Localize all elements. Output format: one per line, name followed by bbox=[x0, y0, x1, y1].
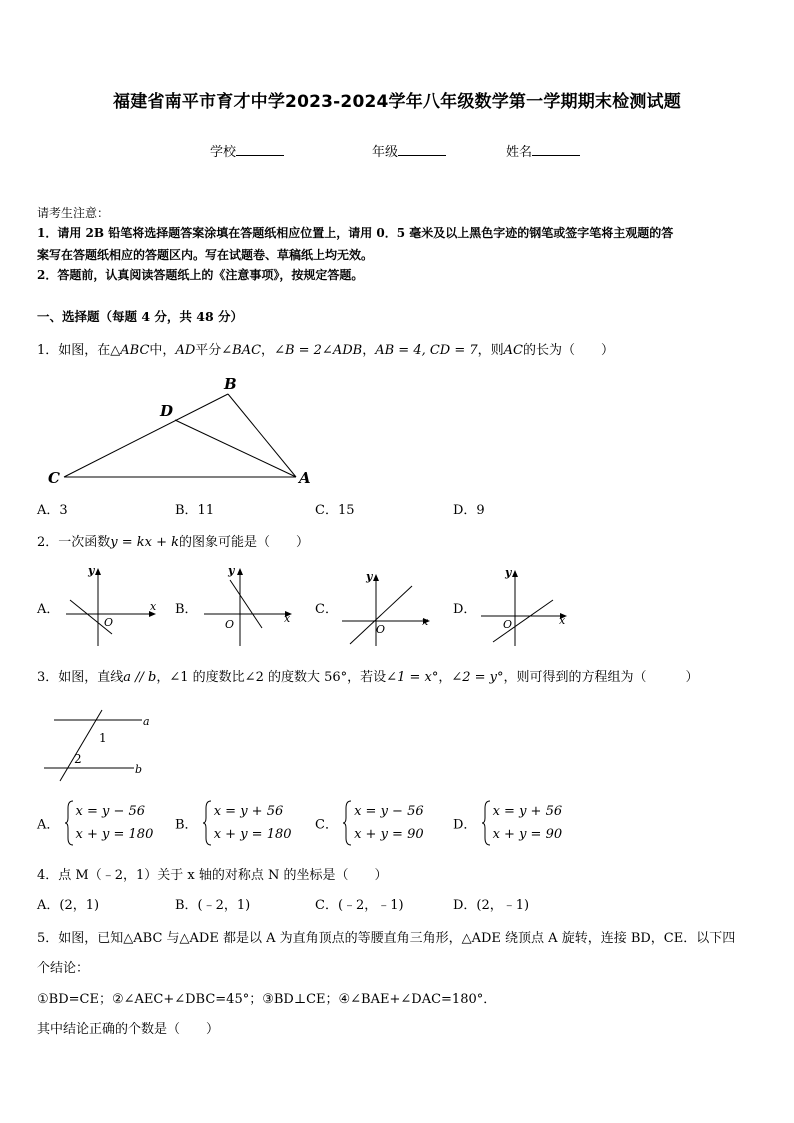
section-heading: 一、选择题（每题 4 分，共 48 分） bbox=[37, 309, 244, 324]
q3-option-a[interactable]: A． x = y − 56 x + y = 180 bbox=[37, 800, 153, 846]
svg-text:b: b bbox=[135, 763, 143, 776]
name-blank[interactable] bbox=[532, 143, 580, 156]
q2-stem: 2．一次函数y = kx + k的图象可能是（ ） bbox=[37, 535, 310, 550]
svg-text:x: x bbox=[284, 612, 291, 625]
q1-stem: 1．如图，在△ABC中，AD平分∠BAC，∠B = 2∠ADB，AB = 4, CD = 7，则AC的长为（ ） bbox=[37, 343, 615, 358]
q4-option-c[interactable]: C．(﹣2，﹣1) bbox=[315, 898, 404, 913]
school-field[interactable] bbox=[210, 141, 284, 160]
q5-question: 其中结论正确的个数是（ ） bbox=[37, 1022, 220, 1037]
label-A: A bbox=[299, 469, 311, 487]
label-B: B bbox=[224, 375, 237, 393]
school-label: 学校 bbox=[210, 145, 237, 160]
q3-parallel-lines-figure bbox=[40, 706, 160, 786]
q2-graph-b bbox=[200, 562, 300, 652]
q5-stem-line1: 5．如图，已知△ABC 与△ADE 都是以 A 为直角顶点的等腰直角三角形，△ADE 绕顶点 A 旋转，连接 BD，CE．以下四 bbox=[37, 931, 736, 946]
svg-text:y: y bbox=[88, 564, 95, 577]
q5-stem-line2: 个结论： bbox=[37, 961, 90, 976]
svg-text:2: 2 bbox=[74, 752, 82, 766]
notice-line-2: 2．答题前，认真阅读答题纸上的《注意事项》，按规定答题。 bbox=[37, 268, 364, 282]
svg-text:x: x bbox=[150, 600, 157, 613]
q1-option-a[interactable]: A．3 bbox=[37, 503, 68, 518]
svg-text:y: y bbox=[228, 564, 235, 577]
q1-option-b[interactable]: B．11 bbox=[175, 503, 215, 518]
school-blank[interactable] bbox=[236, 143, 284, 156]
svg-text:a: a bbox=[143, 715, 150, 728]
q5-conclusions: ①BD=CE；②∠AEC+∠DBC=45°；③BD⊥CE；④∠BAE+∠DAC=180°． bbox=[37, 992, 497, 1007]
label-D: D bbox=[160, 402, 174, 420]
svg-text:1: 1 bbox=[99, 731, 107, 745]
q2-graph-c bbox=[338, 562, 438, 652]
q4-option-b[interactable]: B．(﹣2，1) bbox=[175, 898, 251, 913]
q2-option-c[interactable]: C． bbox=[315, 602, 338, 617]
q3-option-c[interactable]: C． x = y − 56 x + y = 90 bbox=[315, 800, 424, 846]
grade-field[interactable] bbox=[372, 141, 446, 160]
q4-option-a[interactable]: A．(2，1) bbox=[37, 898, 100, 913]
notice-heading: 请考生注意： bbox=[37, 206, 110, 220]
q1-option-c[interactable]: C．15 bbox=[315, 503, 355, 518]
name-label: 姓名 bbox=[506, 145, 533, 160]
notice-line-1b: 案写在答题纸相应的答题区内。写在试题卷、草稿纸上均无效。 bbox=[37, 248, 374, 262]
q2-option-d[interactable]: D． bbox=[453, 602, 477, 617]
q2-option-b[interactable]: B． bbox=[175, 602, 198, 617]
svg-text:O: O bbox=[503, 618, 513, 631]
q2-graph-a bbox=[62, 562, 162, 652]
svg-text:x: x bbox=[422, 615, 429, 628]
svg-text:y: y bbox=[366, 570, 373, 583]
grade-label: 年级 bbox=[372, 145, 399, 160]
q3-option-b[interactable]: B． x = y + 56 x + y = 180 bbox=[175, 800, 292, 846]
q4-option-d[interactable]: D．(2，﹣1) bbox=[453, 898, 530, 913]
grade-blank[interactable] bbox=[398, 143, 446, 156]
q3-stem: 3．如图，直线a // b，∠1 的度数比∠2 的度数大 56°，若设∠1 = x°，∠2 = y°，则可得到的方程组为（ ） bbox=[37, 670, 699, 685]
q3-option-d[interactable]: D． x = y + 56 x + y = 90 bbox=[453, 800, 562, 846]
svg-text:O: O bbox=[104, 616, 114, 629]
svg-text:y: y bbox=[505, 566, 512, 579]
q2-option-a[interactable]: A． bbox=[37, 602, 60, 617]
svg-text:O: O bbox=[376, 623, 386, 636]
svg-text:x: x bbox=[559, 614, 566, 627]
q2-graph-d bbox=[477, 562, 577, 652]
page-title: 福建省南平市育才中学2023-2024学年八年级数学第一学期期末检测试题 bbox=[113, 92, 681, 112]
q1-option-d[interactable]: D．9 bbox=[453, 503, 485, 518]
q4-stem: 4．点 M（﹣2，1）关于 x 轴的对称点 N 的坐标是（ ） bbox=[37, 868, 388, 883]
name-field[interactable] bbox=[506, 141, 580, 160]
label-C: C bbox=[48, 469, 60, 487]
svg-text:O: O bbox=[225, 618, 235, 631]
q1-triangle-figure bbox=[40, 370, 330, 490]
notice-line-1a: 1．请用 2B 铅笔将选择题答案涂填在答题纸相应位置上，请用 0．5 毫米及以上黑色字迹的钢笔或签字笔将主观题的答 bbox=[37, 226, 674, 240]
